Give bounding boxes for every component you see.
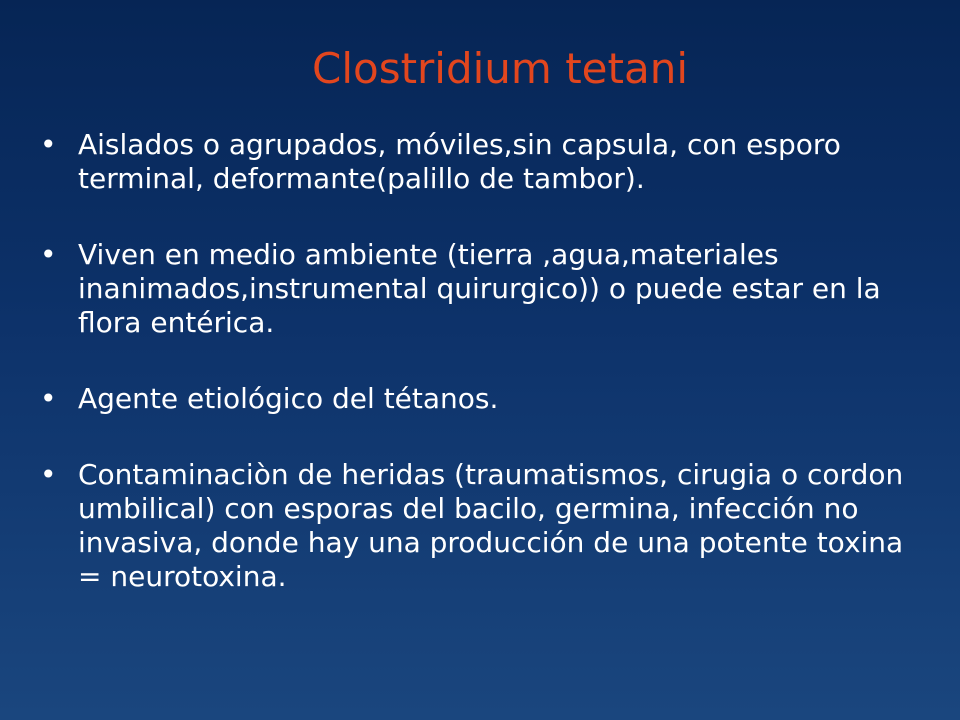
bullet-marker: •: [40, 238, 57, 271]
bullet-item: [38, 458, 928, 594]
bullet-text: Agente etiológico del tétanos.: [78, 382, 499, 415]
bullet-marker: •: [40, 382, 57, 415]
bullet-list: [38, 128, 928, 636]
bullet-item: [38, 382, 928, 416]
bullet-item: [38, 238, 928, 340]
bullet-text: Contaminaciòn de heridas (traumatismos, cirugia o cordon umbilical) con esporas del bacilo, germina, infección no invasiva, donde hay una producción de una potente toxina = neurotoxina.: [78, 458, 904, 593]
slide-title: Clostridium tetani: [312, 44, 688, 93]
bullet-text: Viven en medio ambiente (tierra ,agua,materiales inanimados,instrumental quirurgico)) o puede estar en la flora entérica.: [78, 238, 881, 339]
bullet-marker: •: [40, 458, 57, 491]
bullet-marker: •: [40, 128, 57, 161]
bullet-text: Aislados o agrupados, móviles,sin capsula, con esporo terminal, deformante(palillo de tambor).: [78, 128, 841, 195]
bullet-item: [38, 128, 928, 196]
